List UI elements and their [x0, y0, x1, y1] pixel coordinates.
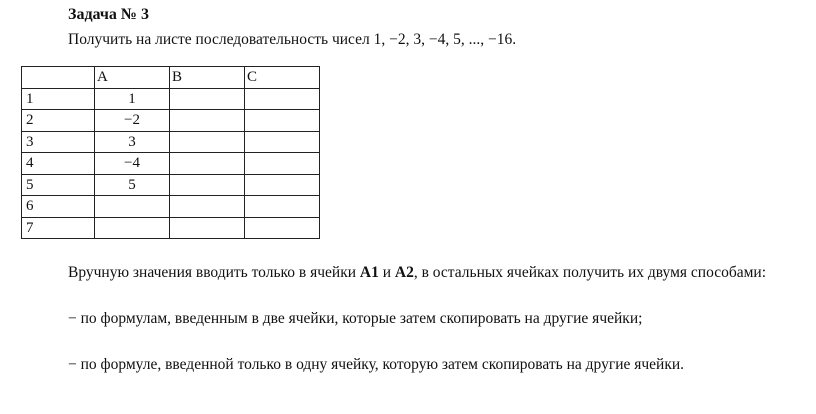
cell-c2: [245, 110, 320, 132]
row-header: 3: [22, 131, 95, 153]
column-header-c: C: [245, 67, 320, 89]
cell-a1: 1: [95, 88, 170, 110]
row-header: 2: [22, 110, 95, 132]
row-header: 1: [22, 88, 95, 110]
column-header-b: B: [170, 67, 245, 89]
cell-a2: −2: [95, 110, 170, 132]
table-row: [22, 153, 320, 175]
instruction-paragraph: [22, 261, 802, 284]
cell-b7: [170, 217, 245, 239]
cell-a4: −4: [95, 153, 170, 175]
row-header: 5: [22, 174, 95, 196]
cell-c1: [245, 88, 320, 110]
cell-b5: [170, 174, 245, 196]
table-row: [22, 196, 320, 218]
cell-a6: [95, 196, 170, 218]
cell-b1: [170, 88, 245, 110]
table-row: [22, 110, 320, 132]
cell-c4: [245, 153, 320, 175]
cell-c6: [245, 196, 320, 218]
row-header: 4: [22, 153, 95, 175]
cell-b6: [170, 196, 245, 218]
table-row: [22, 174, 320, 196]
cell-c3: [245, 131, 320, 153]
cell-b3: [170, 131, 245, 153]
instruction-text-end: , в остальных ячейках получить их двумя способами:: [413, 264, 767, 281]
task-title: Задача № 3: [68, 6, 149, 23]
task-statement: Получить на листе последовательность чисел 1, −2, 3, −4, 5, ..., −16.: [68, 31, 517, 48]
cell-ref-a2: A2: [394, 264, 414, 281]
cell-a3: 3: [95, 131, 170, 153]
cell-a5: 5: [95, 174, 170, 196]
cell-b2: [170, 110, 245, 132]
method-one-paragraph: − по формулам, введенным в две ячейки, которые затем скопировать на другие ячейки;: [68, 310, 643, 327]
instruction-text-and: и: [378, 264, 395, 281]
table-header-row: [22, 67, 320, 89]
table-row: [22, 88, 320, 110]
column-header-a: A: [95, 67, 170, 89]
row-header: 6: [22, 196, 95, 218]
corner-cell: [22, 67, 95, 89]
cell-a7: [95, 217, 170, 239]
spreadsheet-table: [21, 66, 320, 239]
cell-c7: [245, 217, 320, 239]
cell-b4: [170, 153, 245, 175]
instruction-text-start: Вручную значения вводить только в ячейки: [68, 264, 360, 281]
cell-ref-a1: A1: [359, 264, 379, 281]
table-row: [22, 131, 320, 153]
method-two-paragraph: − по формуле, введенной только в одну ячейку, которую затем скопировать на другие ячейки.: [68, 356, 685, 373]
row-header: 7: [22, 217, 95, 239]
table-row: [22, 217, 320, 239]
cell-c5: [245, 174, 320, 196]
